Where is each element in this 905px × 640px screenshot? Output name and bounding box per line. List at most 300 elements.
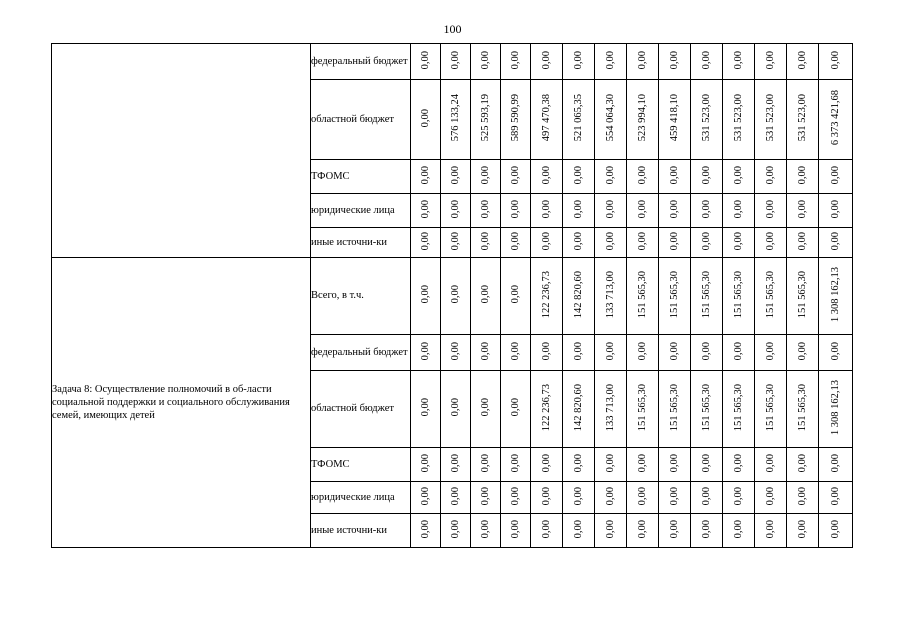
value-cell [595,160,627,194]
value-cell [471,258,501,335]
funding-source-cell: федеральный бюджет [311,44,411,80]
value-cell [691,160,723,194]
value-text: 0,00 [419,341,431,361]
value-cell [501,448,531,482]
value-text: 0,00 [572,199,584,219]
value-cell [723,228,755,258]
value-cell [501,335,531,371]
value-text: 0,00 [479,231,491,251]
funding-source-cell: иные источни-ки [311,228,411,258]
value-cell [411,160,441,194]
value-text: 525 593,19 [479,94,491,142]
value-text: 0,00 [732,519,744,539]
value-text: 151 565,30 [700,383,712,432]
value-cell [563,482,595,514]
value-text: 0,00 [604,519,616,539]
value-text: 0,00 [449,341,461,361]
value-cell [531,44,563,80]
value-cell [755,335,787,371]
value-cell [595,482,627,514]
value-cell [787,80,819,160]
value-text: 0,00 [604,453,616,473]
value-cell [595,335,627,371]
value-cell [531,228,563,258]
value-cell [819,448,853,482]
value-cell [471,335,501,371]
value-text: 0,00 [540,199,552,219]
value-text: 151 565,30 [764,383,776,432]
value-cell [787,194,819,228]
value-text: 0,00 [540,519,552,539]
value-cell [471,228,501,258]
value-text: 133 713,00 [604,270,616,319]
value-cell [411,228,441,258]
value-text: 0,00 [479,486,491,506]
value-cell [411,448,441,482]
value-cell [563,160,595,194]
table-body [52,44,853,548]
value-text: 0,00 [509,341,521,361]
value-cell [531,514,563,548]
value-cell [723,80,755,160]
value-cell [723,44,755,80]
value-text: 151 565,30 [764,270,776,319]
value-text: 0,00 [419,398,431,417]
value-cell [627,160,659,194]
value-cell [471,371,501,448]
value-text: 0,00 [509,519,521,539]
funding-source-cell: областной бюджет [311,371,411,448]
value-text: 0,00 [668,165,680,185]
value-text: 0,00 [636,231,648,251]
value-text: 0,00 [449,199,461,219]
value-text: 0,00 [479,341,491,361]
value-text: 0,00 [829,231,841,251]
value-text: 0,00 [509,453,521,473]
value-text: 0,00 [700,519,712,539]
value-text: 0,00 [572,341,584,361]
value-text: 0,00 [829,519,841,539]
value-cell [691,80,723,160]
value-cell [787,228,819,258]
value-cell [723,371,755,448]
value-text: 0,00 [732,341,744,361]
value-text: 0,00 [829,341,841,361]
value-text: 0,00 [636,199,648,219]
value-text: 0,00 [764,341,776,361]
value-text: 0,00 [604,165,616,185]
value-cell [501,258,531,335]
value-text: 0,00 [419,108,431,128]
value-text: 0,00 [540,231,552,251]
value-cell [563,371,595,448]
value-cell [755,258,787,335]
value-cell [659,160,691,194]
value-cell [441,44,471,80]
value-cell [787,160,819,194]
value-text: 0,00 [732,453,744,473]
value-cell [595,371,627,448]
value-cell [501,371,531,448]
value-cell [501,80,531,160]
value-cell [627,371,659,448]
value-cell [595,194,627,228]
value-cell [819,194,853,228]
value-cell [691,482,723,514]
value-cell [819,514,853,548]
value-text: 0,00 [829,50,841,70]
value-text: 0,00 [479,285,491,304]
value-cell [755,482,787,514]
value-text: 151 565,30 [636,383,648,432]
value-cell [501,482,531,514]
value-cell [819,228,853,258]
value-cell [531,194,563,228]
value-text: 0,00 [668,231,680,251]
value-text: 151 565,30 [732,383,744,432]
value-cell [411,335,441,371]
value-text: 0,00 [604,50,616,70]
value-cell [787,335,819,371]
value-text: 521 065,35 [572,94,584,142]
value-text: 151 565,30 [668,383,680,432]
value-text: 0,00 [764,519,776,539]
value-cell [787,448,819,482]
value-text: 0,00 [419,453,431,473]
value-text: 0,00 [509,165,521,185]
value-cell [755,448,787,482]
value-cell [627,335,659,371]
value-text: 1 308 162,13 [829,379,841,436]
value-text: 0,00 [700,486,712,506]
value-text: 0,00 [829,486,841,506]
value-text: 0,00 [796,231,808,251]
value-cell [411,44,441,80]
value-text: 0,00 [604,199,616,219]
value-text: 0,00 [700,165,712,185]
value-text: 0,00 [479,519,491,539]
value-cell [659,258,691,335]
page-number: 100 [443,22,462,36]
value-text: 0,00 [479,199,491,219]
value-text: 0,00 [732,165,744,185]
value-cell [595,514,627,548]
value-cell [531,371,563,448]
value-text: 0,00 [509,199,521,219]
value-cell [531,80,563,160]
value-text: 1 308 162,13 [829,266,841,323]
value-text: 0,00 [636,50,648,70]
value-cell [627,482,659,514]
value-text: 0,00 [419,519,431,539]
value-cell [411,80,441,160]
value-text: 0,00 [636,486,648,506]
value-cell [563,80,595,160]
value-cell [531,258,563,335]
value-cell [659,514,691,548]
value-cell [787,514,819,548]
value-text: 0,00 [572,165,584,185]
value-text: 0,00 [796,453,808,473]
value-cell [659,228,691,258]
value-cell [411,482,441,514]
value-text: 0,00 [636,341,648,361]
value-text: 0,00 [509,50,521,70]
value-text: 151 565,30 [636,270,648,319]
value-text: 122 236,73 [540,383,552,432]
value-cell [563,228,595,258]
value-text: 497 470,38 [540,94,552,142]
value-cell [723,448,755,482]
value-cell [501,160,531,194]
value-cell [471,44,501,80]
value-cell [471,160,501,194]
value-text: 0,00 [449,486,461,506]
value-text: 0,00 [419,50,431,70]
value-text: 0,00 [479,398,491,417]
value-cell [659,194,691,228]
value-text: 0,00 [479,50,491,70]
value-cell [563,448,595,482]
table-row [52,258,853,335]
value-text: 0,00 [572,231,584,251]
value-cell [471,514,501,548]
value-cell [627,448,659,482]
funding-source-cell: юридические лица [311,194,411,228]
value-text: 0,00 [419,199,431,219]
value-cell [531,335,563,371]
value-cell [723,482,755,514]
value-text: 0,00 [700,50,712,70]
value-cell [441,482,471,514]
value-cell [659,482,691,514]
value-text: 0,00 [449,453,461,473]
value-cell [627,228,659,258]
value-text: 0,00 [509,486,521,506]
value-text: 0,00 [419,285,431,304]
value-cell [627,194,659,228]
value-cell [755,228,787,258]
value-cell [563,258,595,335]
value-cell [627,514,659,548]
value-text: 0,00 [668,486,680,506]
value-text: 0,00 [732,231,744,251]
value-text: 0,00 [419,486,431,506]
value-text: 0,00 [700,453,712,473]
value-cell [787,371,819,448]
value-cell [819,160,853,194]
value-cell [755,514,787,548]
funding-source-cell: иные источни-ки [311,514,411,548]
value-text: 0,00 [668,341,680,361]
value-text: 0,00 [829,199,841,219]
funding-source-cell: юридические лица [311,482,411,514]
value-text: 0,00 [796,519,808,539]
value-cell [627,44,659,80]
value-text: 0,00 [479,453,491,473]
value-cell [819,44,853,80]
value-text: 589 590,99 [509,94,521,142]
value-cell [441,335,471,371]
value-text: 0,00 [540,486,552,506]
value-text: 151 565,30 [732,270,744,319]
value-cell [659,448,691,482]
funding-source-cell: Всего, в т.ч. [311,258,411,335]
value-text: 151 565,30 [700,270,712,319]
value-cell [691,514,723,548]
value-text: 0,00 [604,486,616,506]
value-text: 142 820,60 [572,383,584,432]
value-text: 0,00 [796,165,808,185]
value-cell [755,194,787,228]
value-cell [563,335,595,371]
value-cell [441,371,471,448]
value-text: 554 064,30 [604,94,616,142]
value-cell [659,44,691,80]
value-text: 0,00 [540,341,552,361]
value-cell [501,228,531,258]
value-text: 0,00 [668,50,680,70]
value-text: 0,00 [732,486,744,506]
value-cell [563,194,595,228]
value-cell [441,228,471,258]
value-text: 0,00 [540,165,552,185]
value-cell [595,80,627,160]
value-cell [819,80,853,160]
value-cell [563,514,595,548]
value-text: 0,00 [668,199,680,219]
value-text: 531 523,00 [764,94,776,142]
value-text: 151 565,30 [796,270,808,319]
value-cell [819,335,853,371]
value-text: 151 565,30 [668,270,680,319]
value-cell [627,80,659,160]
value-text: 6 373 421,68 [829,90,841,146]
value-cell [501,44,531,80]
value-text: 0,00 [572,453,584,473]
value-text: 0,00 [700,341,712,361]
value-cell [723,194,755,228]
value-text: 0,00 [764,453,776,473]
value-cell [441,514,471,548]
value-text: 0,00 [449,398,461,417]
funding-source-cell: ТФОМС [311,448,411,482]
value-text: 0,00 [636,519,648,539]
value-text: 0,00 [509,398,521,417]
value-cell [441,80,471,160]
value-cell [691,335,723,371]
value-text: 531 523,00 [796,94,808,142]
value-text: 0,00 [764,231,776,251]
value-cell [471,448,501,482]
value-cell [411,194,441,228]
value-cell [595,258,627,335]
value-text: 0,00 [700,231,712,251]
value-cell [787,258,819,335]
value-text: 0,00 [668,453,680,473]
value-cell [755,371,787,448]
value-cell [595,228,627,258]
value-text: 0,00 [509,231,521,251]
value-cell [691,371,723,448]
value-cell [659,371,691,448]
value-text: 0,00 [449,519,461,539]
value-cell [471,482,501,514]
value-cell [723,160,755,194]
value-cell [691,44,723,80]
value-cell [441,448,471,482]
value-cell [531,482,563,514]
value-text: 0,00 [572,519,584,539]
value-text: 0,00 [449,50,461,70]
table-row [52,44,853,80]
value-text: 0,00 [572,50,584,70]
value-text: 122 236,73 [540,270,552,319]
value-text: 0,00 [764,199,776,219]
funding-source-cell: областной бюджет [311,80,411,160]
value-cell [691,258,723,335]
value-cell [531,448,563,482]
task-cell [52,44,311,258]
value-cell [411,514,441,548]
value-text: 142 820,60 [572,270,584,319]
value-cell [659,80,691,160]
value-text: 0,00 [604,341,616,361]
value-cell [819,371,853,448]
value-cell [819,482,853,514]
value-text: 133 713,00 [604,383,616,432]
value-text: 0,00 [764,50,776,70]
value-cell [755,44,787,80]
value-cell [627,258,659,335]
value-text: 576 133,24 [449,94,461,142]
value-text: 0,00 [764,165,776,185]
value-text: 531 523,00 [732,94,744,142]
value-text: 459 418,10 [668,94,680,142]
value-cell [659,335,691,371]
value-text: 0,00 [479,165,491,185]
value-cell [691,448,723,482]
value-cell [755,160,787,194]
value-cell [787,44,819,80]
value-cell [691,194,723,228]
value-text: 0,00 [419,231,431,251]
value-cell [531,160,563,194]
value-text: 0,00 [796,486,808,506]
value-text: 0,00 [449,165,461,185]
budget-table [51,43,853,548]
value-cell [595,448,627,482]
value-text: 0,00 [636,165,648,185]
value-cell [723,335,755,371]
value-text: 0,00 [796,50,808,70]
value-cell [411,258,441,335]
value-cell [787,482,819,514]
value-text: 0,00 [764,486,776,506]
value-text: 0,00 [540,50,552,70]
value-cell [471,80,501,160]
value-text: 0,00 [449,285,461,304]
value-text: 0,00 [509,285,521,304]
value-text: 531 523,00 [700,94,712,142]
value-text: 0,00 [540,453,552,473]
value-text: 0,00 [636,453,648,473]
value-text: 151 565,30 [796,383,808,432]
funding-source-cell: ТФОМС [311,160,411,194]
value-cell [723,514,755,548]
value-cell [501,514,531,548]
value-text: 523 994,10 [636,94,648,142]
